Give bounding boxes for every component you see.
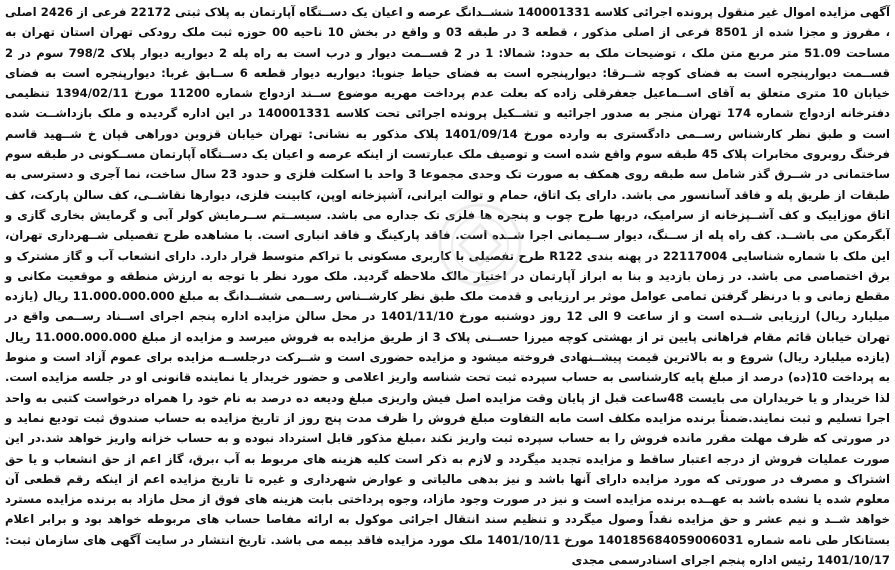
notice-body-text: آگهی مزایده اموال غیر منقول پرونده اجرائی کلاسه 140001331 ششــدانگ عرصه و اعیان یک دســتگاه آپارتمان به پلاک ثبتی 22172 فرعی از 2426 اصلی ، مفروز و مجزا شده از 8501 فرعی از اصلی مذکور ، قطعه 3 در طبقه 03 و واقع در بخش 10 ناحیه 00 حوزه ثبت ملک رودکی تهران استان تهران به مساحت 51.09 متر مربع متن ملک ، توضیحات ملک به حدود: شمالا: 1 در 2 قســمت دیوار و درب است به راه پله 2 دیواریه دیوار پلاک 798/2 سوم در 2 قســمت دیوارپنجره است به فضای کوچه شــرقا: دیوارپنجره است به فضای حیاط جنوبا: دیواریه دیوار قطعه 6 ســابق غربا: دیوارپنجره است به فضای خیابان 10 متری متعلق به آقای اســماعیل جعفرقلی زاده که بعلت عدم پرداخت مهریه موضوع ســند ازدواج شماره 11200 مورخ 1394/02/11 تنظیمی دفترخانه ازدواج شماره 174 تهران منجر به صدور اجرائیه و تشــکیل پرونده اجرائی تحت کلاسه 140001331 در این اداره گردیده و ملک بازداشــت شده است و طبق نظر کارشناس رســمی دادگستری به وارده مورخ 1401/09/14 پلاک مذکور به نشانی: تهران خیابان قزوین دوراهی قپان خ شــهید قاسم فرخنگ روبروی مخابرات پلاک 45 طبقه سوم واقع شده است و توصیف ملک عبارتست از اینکه عرصه و اعیان یک دســتگاه آپارتمان مســکونی در طبقه سوم ساختمانی در شــرق گذر شامل سه طبقه روی همکف به صورت تک وحدی مجموعا 3 واحد با اسکلت فلزی و حدود 23 سال ساخت، نما آجری و دسترسی به طبقات از طریق پله و فاقد آسانسور می باشد. دارای یک اتاق، حمام و توالت ایرانی، آشپزخانه اوپن، کابینت فلزی، دیوارها نقاشــی، کف سالن پارکت، کف اتاق موزاییک و کف آشــپزخانه از سرامیک، دربها طرح چوب و پنجره ها فلزی تک جداره می باشد. سیســتم ســرمایش کولر آبی و گرمایش بخاری گازی و آبگرمکن می باشــد. کف راه پله از ســنگ، دیوار ســیمانی اجرا شــده است. فاقد پارکینگ و فاقد انباری است. با مشاهده طرح تفصیلی شــهرداری تهران، این ملک با شماره شناسایی 22117004 در پهنه بندی R122 طرح تفصیلی با کاربری مسکونی با تراکم متوسط قرار دارد. دارای انشعاب آب و گاز مشترک و برق اختصاصی می باشد. در زمان بازدید و بنا به ابراز آپارتمان در اختیار مالک ملاحظه گردید. ملک مورد نظر با توجه به ارزش منطقه و موقعیت مکانی و مقطع زمانی و با درنظر گرفتن تمامی عوامل موثر بر ارزیابی و قدمت ملک طبق نظر کارشــناس رســمی ششــدانگ به مبلغ 11.000.000.000 ریال (یازده میلیارد ریال) ارزیابی شــده است و از ساعت 9 الی 12 روز دوشنبه مورخ 1401/11/10 در محل سالن مزایده اداره پنجم اجرای اســناد رســمی واقع در تهران خیابان قائم مقام فراهانی پایین تر از بهشتی کوچه میرزا حســنی پلاک 3 از طریق مزایده به فروش میرسد و مزایده از مبلغ 11.000.000.000 ریال (یازده میلیارد ریال) شروع و به بالاترین قیمت پیشــنهادی فروخته میشود و مزایده حضوری است و شــرکت درجلســه مزایده برای عموم آزاد است و منوط به پرداخت 10(ده) درصد از مبلغ پایه کارشناسی به حساب سپرده ثبت تحت شناسه واریز اعلامی و حضور خریدار یا نماینده قانونی او در جلسه مزایده است. لذا خریدار و یا خریداران می بایست 48ساعت قبل از پایان وقت مزایده اصل فیش واریزی مبلغ ودیعه ده درصد به نام خود را همراه درخواست کتبی به واحد اجرا تسلیم و ثبت نمایند.ضمناً برنده مزایده مکلف است مابه التفاوت مبلغ فروش را ظرف مدت پنج روز از تاریخ مزایده به حساب صندوق ثبت تودیع نماید و در صورتی که ظرف مهلت مقرر مانده فروش را به حساب سپرده ثبت واریز نکند ،مبلغ مذکور قابل استرداد نبوده و به حساب خزانه واریز خواهد شد.در این صورت عملیات فروش از درجه اعتبار ساقط و مزایده تجدید میگردد و لازم به ذکر است کلیه هزینه های مربوط به آب ،برق، گاز اعم از حق انشعاب و یا حق اشتراک و مصرف در صورتی که مورد مزایده دارای آنها باشد و نیز بدهی مالیاتی و عوارض شهرداری و غیره تا تاریخ مزایده اعم از اینکه رقم قطعی آن معلوم شده یا نشده باشد به عهــده برنده مزایده است و نیز در صورت وجود مازاد، وجوه پرداختی بابت هزینه های فوق از محل مازاد به برنده مزایده مسترد خواهد شــد و نیم عشر و حق مزایده نقداً وصول میگردد و تنظیم سند انتقال اجرائی موکول به ارائه مفاصا حساب های مربوطه خواهد بود و برابر اعلام بستانکار طی نامه شماره 140185684059006031 مورخ 1401/10/11 ملک مورد مزایده فاقد بیمه می باشد. تاریخ انتشار در سایت آگهی های سازمان ثبت: 1401/10/17 رئیس اداره پنجم اجرای اسنادرسمی مجدی bbox=[5, 5, 891, 568]
